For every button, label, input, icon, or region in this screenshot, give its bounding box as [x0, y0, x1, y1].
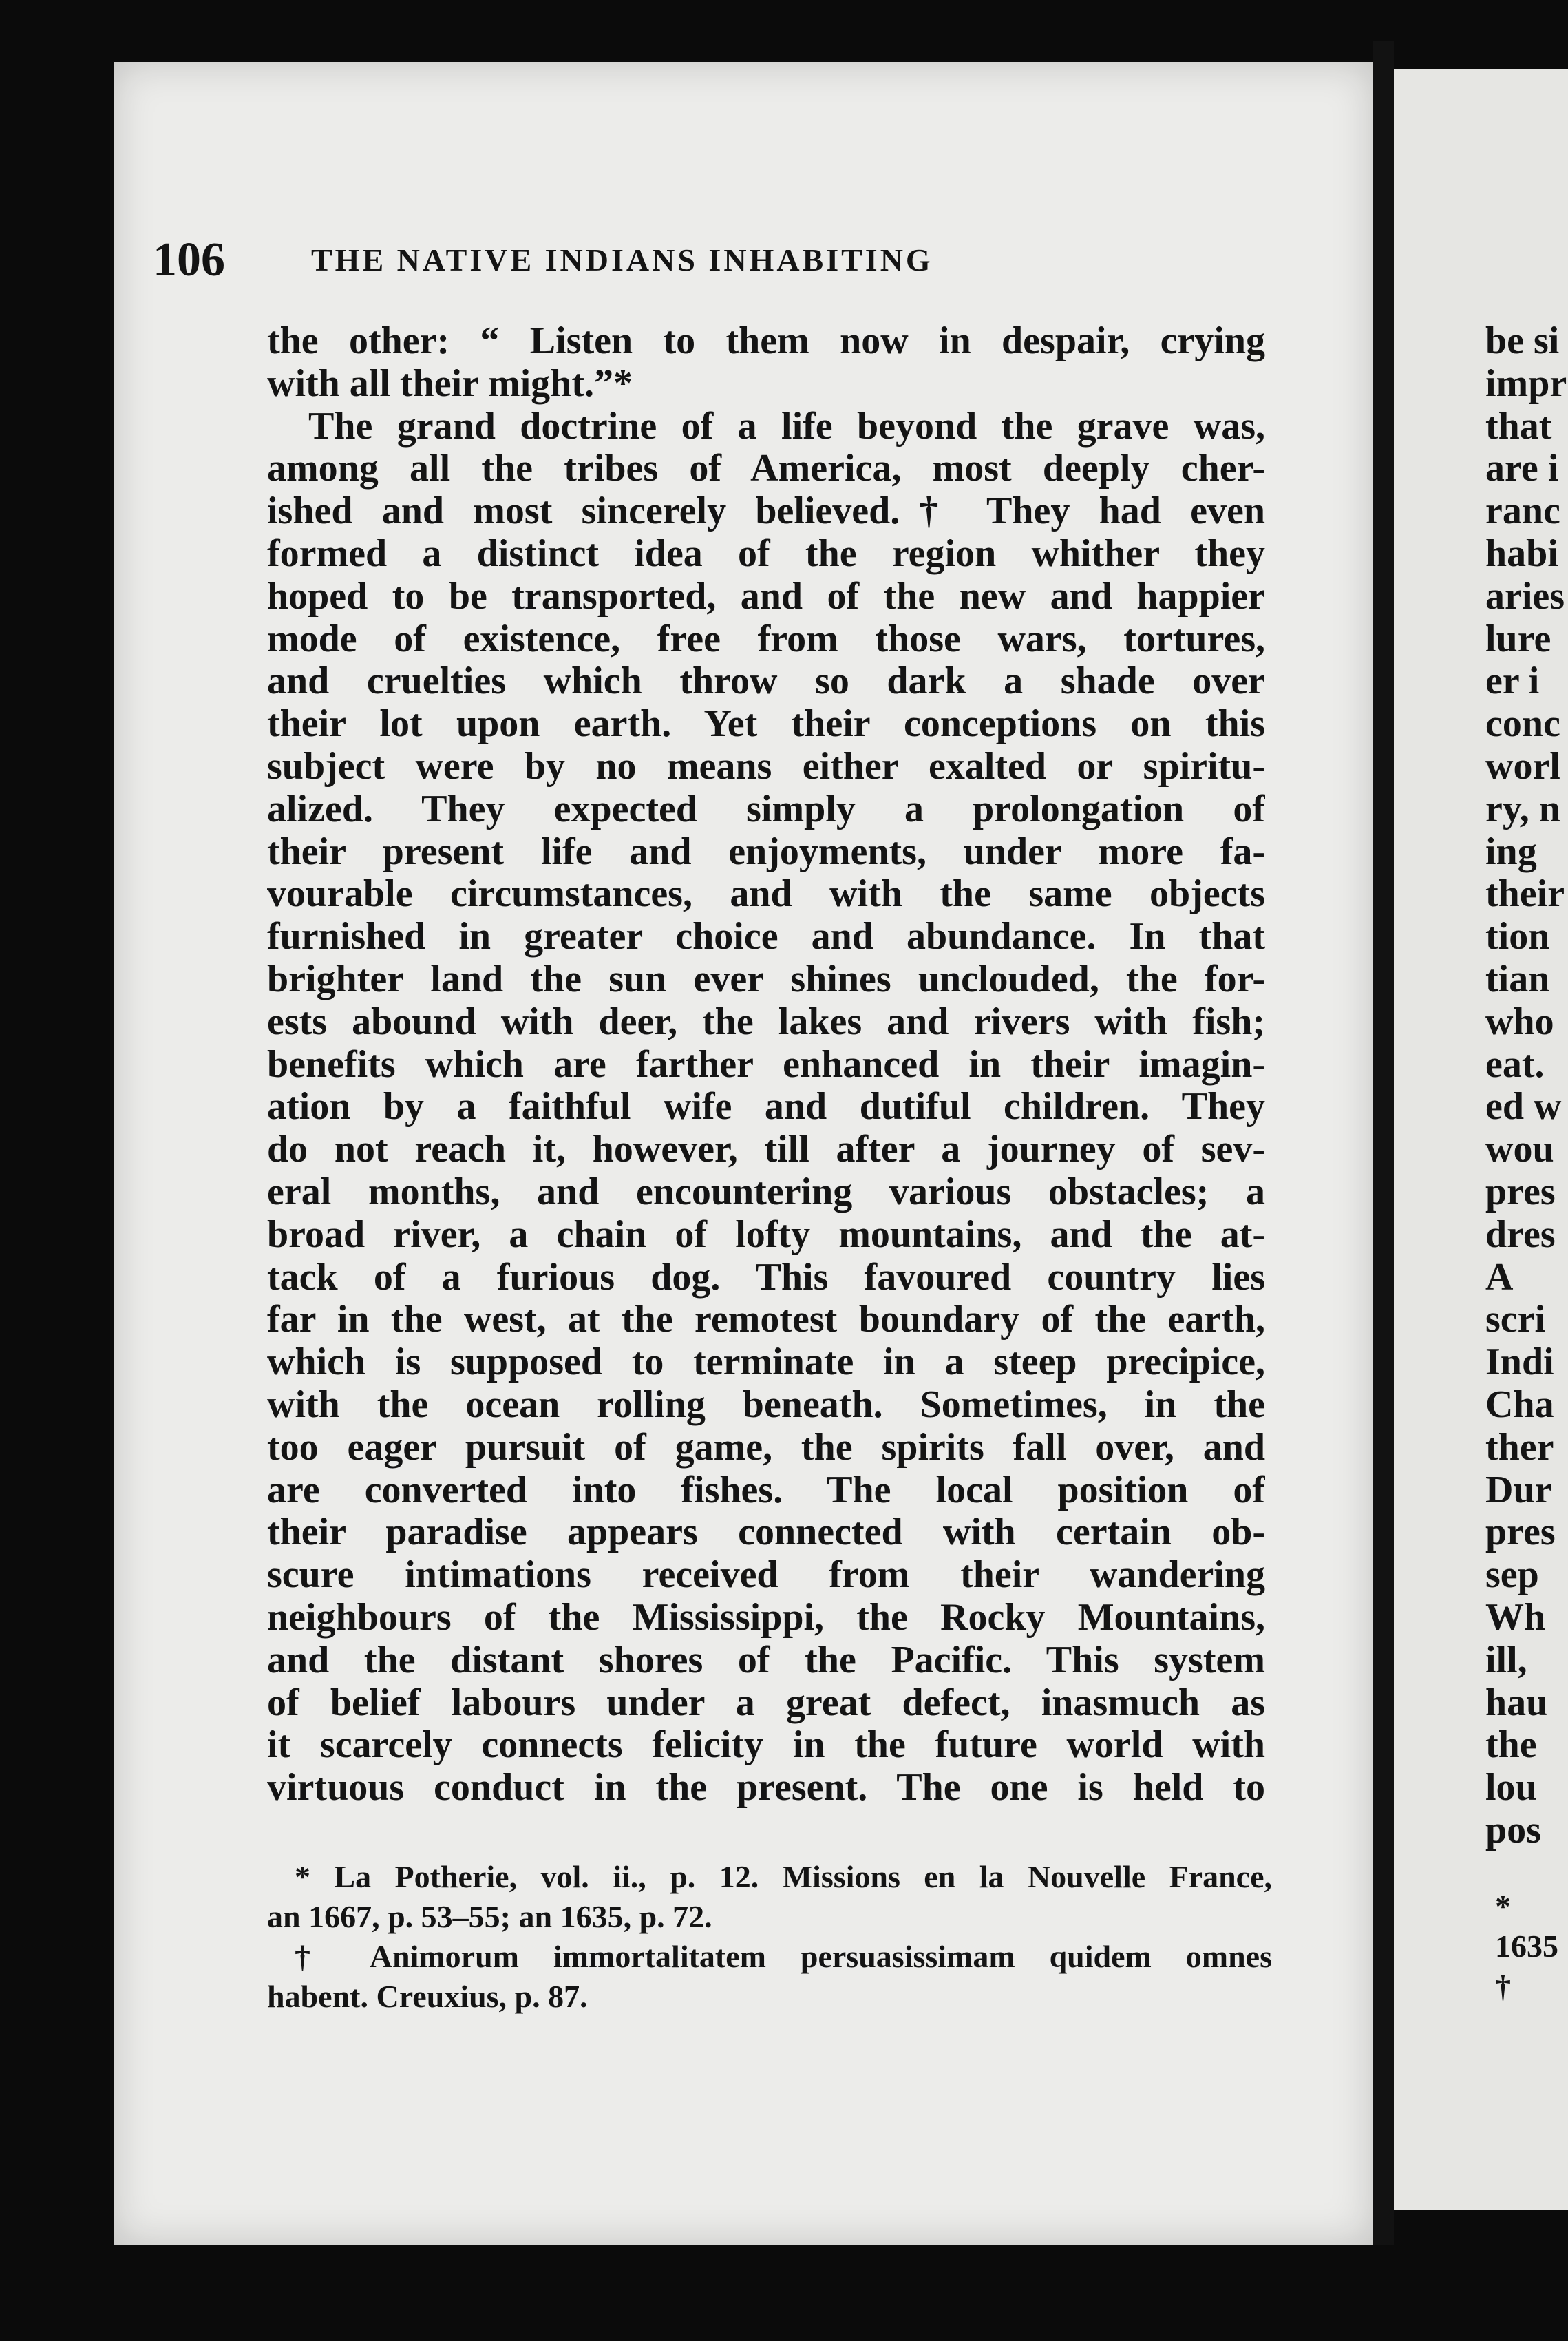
text-line: ation by a faithful wife and dutiful children. They: [267, 1086, 1265, 1128]
text-line: their lot upon earth. Yet their conceptions on this: [267, 703, 1265, 746]
text-line: The grand doctrine of a life beyond the grave was,: [308, 405, 1265, 448]
adjacent-text-line: impr: [1485, 361, 1567, 405]
footnotes: [267, 1857, 1272, 2017]
adjacent-page-text: [1485, 320, 1568, 1852]
adjacent-text-line: ill,: [1485, 1638, 1527, 1681]
adjacent-text-line: dres: [1485, 1213, 1556, 1256]
footnote-line: habent. Creuxius, p. 87.: [267, 1979, 588, 2014]
text-line: vourable circumstances, and with the same objects: [267, 873, 1265, 916]
adjacent-text-line: A: [1485, 1255, 1514, 1299]
adjacent-text-line: tion: [1485, 915, 1550, 958]
adjacent-footnote-line: †: [1495, 1969, 1511, 2004]
adjacent-text-line: aries: [1485, 574, 1565, 618]
text-line: formed a distinct idea of the region whither they: [267, 532, 1265, 575]
adjacent-text-line: ranc: [1485, 490, 1560, 533]
text-line: alized. They expected simply a prolongation of: [267, 788, 1265, 830]
page-header: [153, 233, 1254, 288]
running-head: THE NATIVE INDIANS INHABITING: [311, 242, 933, 277]
footnote-line: † Animorum immortalitatem persuasissimam quidem omnes: [295, 1939, 1272, 1974]
adjacent-text-line: ther: [1485, 1425, 1554, 1469]
text-line: subject were by no means either exalted or spiritu-: [267, 745, 1265, 788]
adjacent-text-line: their: [1485, 872, 1565, 916]
adjacent-footnote-line: 1635: [1495, 1929, 1558, 1964]
adjacent-text-line: ed w: [1485, 1085, 1562, 1128]
book-gutter: [1373, 41, 1394, 2245]
text-line: it scarcely connects felicity in the future world with: [267, 1724, 1265, 1767]
text-line: are converted into fishes. The local position of: [267, 1469, 1265, 1511]
text-line: brighter land the sun ever shines unclouded, the for-: [267, 958, 1265, 1000]
adjacent-footnote-line: *: [1495, 1889, 1511, 1924]
text-line: with all their might.”*: [267, 362, 633, 405]
footnote-line: an 1667, p. 53–55; an 1635, p. 72.: [267, 1899, 712, 1934]
text-line: tack of a furious dog. This favoured country lies: [267, 1256, 1265, 1299]
adjacent-text-line: pres: [1485, 1511, 1556, 1554]
adjacent-text-line: er i: [1485, 660, 1540, 703]
adjacent-text-line: ry, n: [1485, 787, 1560, 830]
footnote-line: * La Potherie, vol. ii., p. 12. Missions en la Nouvelle France,: [295, 1859, 1272, 1894]
text-line: and the distant shores of the Pacific. This system: [267, 1639, 1265, 1681]
text-line: with the ocean rolling beneath. Sometimes, in the: [267, 1383, 1265, 1426]
adjacent-text-line: Cha: [1485, 1383, 1554, 1426]
text-line: among all the tribes of America, most deeply cher-: [267, 448, 1265, 490]
text-line: of belief labours under a great defect, inasmuch as: [267, 1681, 1265, 1724]
adjacent-text-line: lure: [1485, 617, 1551, 660]
adjacent-text-line: conc: [1485, 702, 1560, 746]
text-line: their present life and enjoyments, under more fa-: [267, 830, 1265, 873]
text-line: ished and most sincerely believed.† They had even: [267, 490, 1265, 533]
adjacent-text-line: pres: [1485, 1170, 1556, 1213]
page-number: 106: [153, 233, 225, 286]
text-line: hoped to be transported, and of the new and happier: [267, 575, 1265, 618]
adjacent-text-line: hau: [1485, 1681, 1548, 1724]
adjacent-text-line: habi: [1485, 532, 1558, 575]
text-line: mode of existence, free from those wars, tortures,: [267, 618, 1265, 660]
text-line: the other: “ Listen to them now in despair, crying: [267, 320, 1265, 362]
adjacent-text-line: the: [1485, 1723, 1537, 1767]
text-line: their paradise appears connected with certain ob-: [267, 1511, 1265, 1554]
adjacent-text-line: pos: [1485, 1808, 1541, 1851]
text-line: eral months, and encountering various obstacles; a: [267, 1170, 1265, 1213]
adjacent-text-line: be si: [1485, 320, 1560, 362]
text-line: neighbours of the Mississippi, the Rocky Mountains,: [267, 1596, 1265, 1639]
text-line: too eager pursuit of game, the spirits fall over, and: [267, 1426, 1265, 1469]
text-line: broad river, a chain of lofty mountains, and the at-: [267, 1213, 1265, 1256]
body-text: [267, 320, 1265, 1809]
adjacent-text-line: are i: [1485, 447, 1559, 490]
adjacent-text-line: sep: [1485, 1553, 1539, 1597]
text-line: do not reach it, however, till after a journey of sev-: [267, 1128, 1265, 1171]
adjacent-text-line: worl: [1485, 744, 1560, 788]
text-line: ests abound with deer, the lakes and rivers with fish;: [267, 1000, 1265, 1043]
adjacent-text-line: ing: [1485, 830, 1537, 873]
adjacent-text-line: Dur: [1485, 1468, 1552, 1511]
text-line: which is supposed to terminate in a steep precipice,: [267, 1341, 1265, 1384]
adjacent-text-line: wou: [1485, 1128, 1554, 1171]
adjacent-text-line: Indi: [1485, 1341, 1554, 1384]
text-line: benefits which are farther enhanced in their imagin-: [267, 1043, 1265, 1086]
text-line: scure intimations received from their wandering: [267, 1554, 1265, 1597]
text-line: and cruelties which throw so dark a shade over: [267, 660, 1265, 703]
adjacent-text-line: Wh: [1485, 1595, 1546, 1639]
adjacent-page-footnotes: [1495, 1887, 1568, 2006]
text-line: far in the west, at the remotest boundary of the earth,: [267, 1299, 1265, 1341]
text-line: furnished in greater choice and abundance. In that: [267, 916, 1265, 958]
adjacent-text-line: eat.: [1485, 1042, 1545, 1086]
adjacent-text-line: lou: [1485, 1766, 1537, 1809]
adjacent-text-line: scri: [1485, 1298, 1546, 1341]
adjacent-text-line: tian: [1485, 957, 1550, 1000]
adjacent-text-line: who: [1485, 1000, 1554, 1043]
text-line: virtuous conduct in the present. The one is held to: [267, 1767, 1265, 1809]
adjacent-text-line: that: [1485, 404, 1552, 448]
